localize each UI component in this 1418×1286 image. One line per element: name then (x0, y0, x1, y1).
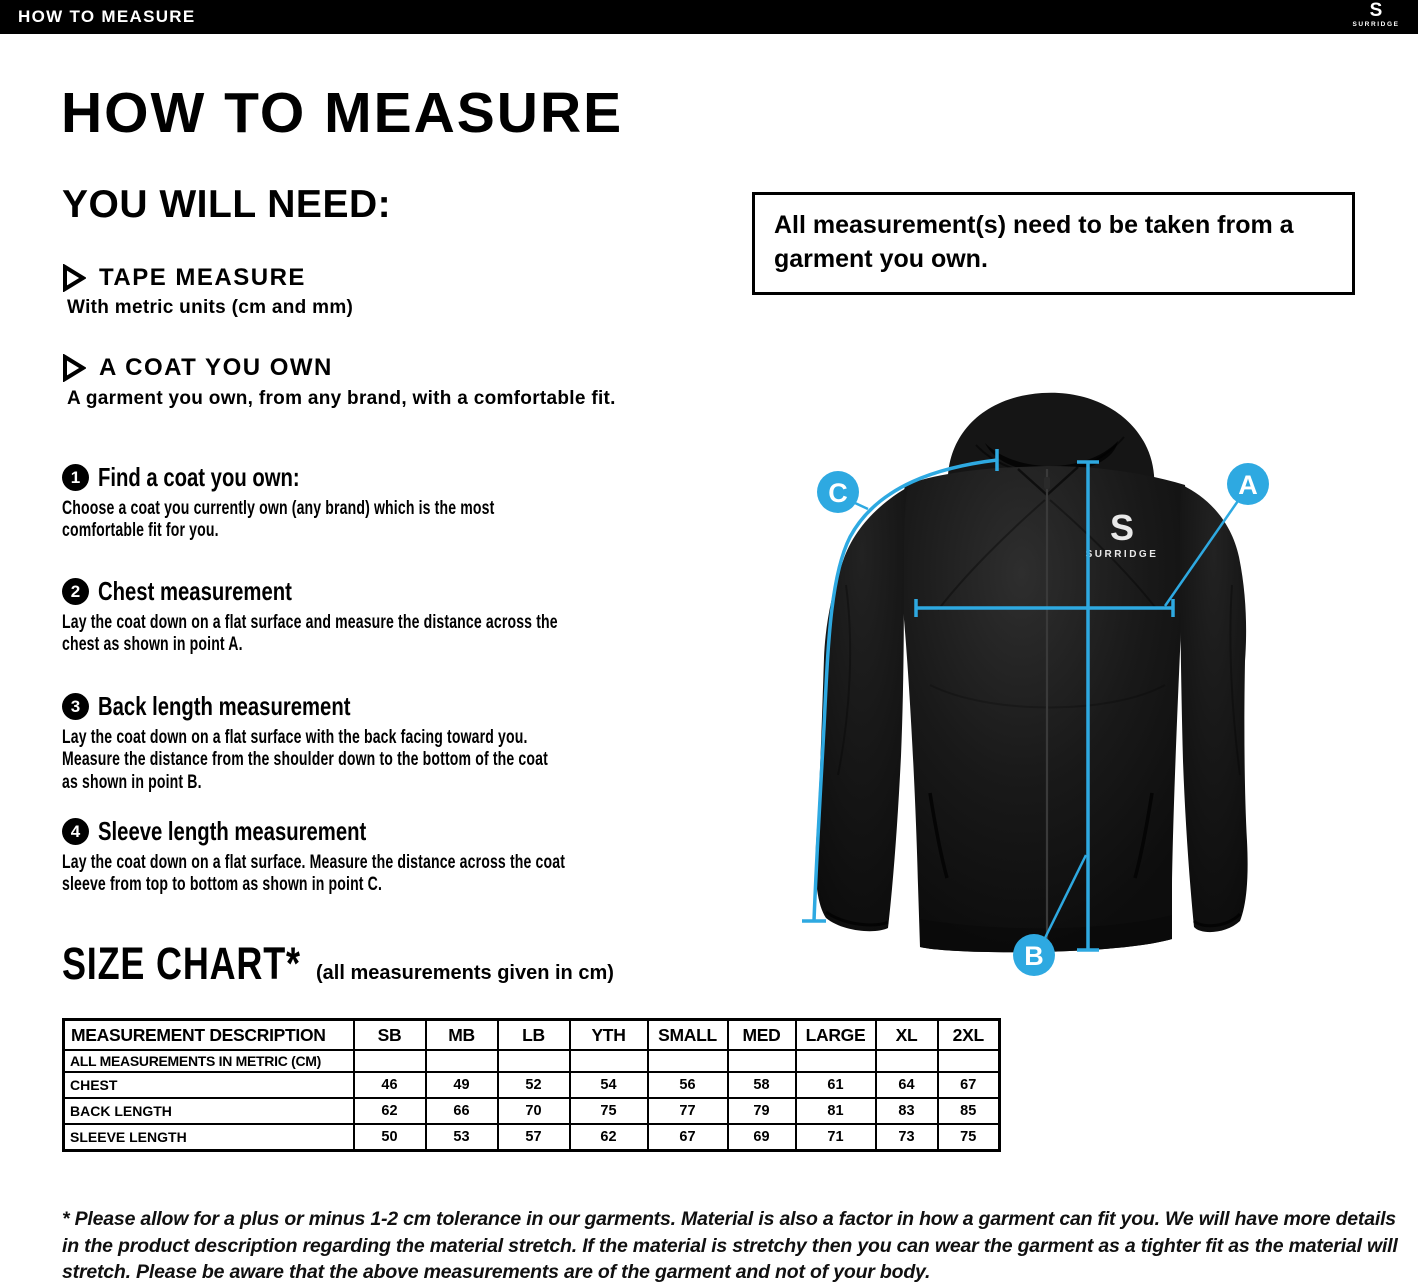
surridge-wordmark: SURRIDGE (1085, 549, 1159, 560)
size-value-cell: 50 (354, 1124, 426, 1151)
size-value-cell: 77 (648, 1098, 728, 1124)
you-will-need-heading: YOU WILL NEED: (62, 183, 392, 226)
step-1-header (62, 462, 357, 493)
triangle-bullet-icon (62, 264, 86, 292)
need-item-label: TAPE MEASURE (99, 264, 306, 291)
column-header: SMALL (648, 1020, 728, 1051)
size-value-cell: 75 (938, 1124, 1000, 1151)
size-value-cell (796, 1050, 876, 1072)
step-2-number-badge: 2 (62, 578, 89, 605)
step-3-header (62, 691, 422, 722)
step-1-number-badge: 1 (62, 464, 89, 491)
step-3-body: Lay the coat down on a flat surface with the back facing toward you. Measure the distance from the shoulder down to the bottom of the coat as shown in point B. (62, 727, 548, 793)
tolerance-footnote: * Please allow for a plus or minus 1-2 cm tolerance in our garments. Material is also a factor in how a garment can fit you. We will have more details in the product description regarding the material stretch. If the material is stretchy then you can wear the garment as a tighter fit as the material will stretch. Please be aware that the above measurements are of the garment and not of your body. (62, 1208, 1398, 1283)
size-value-cell: 70 (498, 1098, 570, 1124)
size-value-cell: 79 (728, 1098, 796, 1124)
column-header: YTH (570, 1020, 648, 1051)
step-4-title: Sleeve length measurement (98, 816, 367, 846)
size-value-cell (876, 1050, 938, 1072)
marker-b-label: B (1024, 941, 1044, 971)
step-4-header (62, 816, 442, 847)
marker-c-label: C (828, 478, 848, 508)
size-value-cell: 75 (570, 1098, 648, 1124)
need-item-label: A COAT YOU OWN (99, 354, 333, 381)
marker-a-label: A (1238, 470, 1258, 500)
surridge-s-icon: S (1369, 0, 1383, 21)
step-2-body: Lay the coat down on a flat surface and measure the distance across the chest as shown in point A. (62, 612, 558, 656)
row-label: BACK LENGTH (64, 1098, 354, 1124)
size-value-cell: 58 (728, 1072, 796, 1098)
size-value-cell: 62 (354, 1098, 426, 1124)
size-chart-heading: SIZE CHART* (62, 938, 301, 989)
column-header: MEASUREMENT DESCRIPTION (64, 1020, 354, 1051)
size-value-cell: 81 (796, 1098, 876, 1124)
column-header: LARGE (796, 1020, 876, 1051)
table-row (64, 1098, 1000, 1124)
column-header: SB (354, 1020, 426, 1051)
size-value-cell: 83 (876, 1098, 938, 1124)
top-bar (0, 0, 1418, 34)
table-row (64, 1124, 1000, 1151)
step-4-number-badge: 4 (62, 818, 89, 845)
need-item-coat (62, 354, 333, 382)
size-value-cell: 57 (498, 1124, 570, 1151)
size-value-cell: 69 (728, 1124, 796, 1151)
size-value-cell: 71 (796, 1124, 876, 1151)
size-value-cell: 85 (938, 1098, 1000, 1124)
size-value-cell (570, 1050, 648, 1072)
size-value-cell: 46 (354, 1072, 426, 1098)
step-2-header (62, 576, 347, 607)
column-header: MB (426, 1020, 498, 1051)
size-value-cell: 66 (426, 1098, 498, 1124)
column-header: 2XL (938, 1020, 1000, 1051)
size-chart-subheading: (all measurements given in cm) (316, 962, 614, 984)
column-header: MED (728, 1020, 796, 1051)
need-item-description: A garment you own, from any brand, with a comfortable fit. (67, 388, 616, 409)
size-value-cell (354, 1050, 426, 1072)
size-chart-header (64, 1020, 1000, 1051)
need-item-description: With metric units (cm and mm) (67, 297, 354, 318)
size-value-cell: 61 (796, 1072, 876, 1098)
size-value-cell (426, 1050, 498, 1072)
size-value-cell: 52 (498, 1072, 570, 1098)
need-item-tape-measure (62, 264, 306, 292)
column-header: XL (876, 1020, 938, 1051)
surridge-logo (1346, 1, 1406, 29)
step-1-body: Choose a coat you currently own (any brand) which is the most comfortable fit for you. (62, 498, 495, 542)
size-value-cell (728, 1050, 796, 1072)
topbar-title: HOW TO MEASURE (18, 7, 196, 26)
size-value-cell (938, 1050, 1000, 1072)
column-header: LB (498, 1020, 570, 1051)
size-value-cell: 49 (426, 1072, 498, 1098)
surridge-wordmark: SURRIDGE (1352, 21, 1400, 28)
table-row (64, 1072, 1000, 1098)
jacket-body (901, 466, 1189, 952)
size-value-cell: 54 (570, 1072, 648, 1098)
size-value-cell (498, 1050, 570, 1072)
size-value-cell: 64 (876, 1072, 938, 1098)
size-value-cell: 67 (648, 1124, 728, 1151)
row-label: ALL MEASUREMENTS IN METRIC (CM) (64, 1050, 354, 1072)
jacket-diagram (780, 385, 1418, 1020)
size-value-cell: 62 (570, 1124, 648, 1151)
step-4-body: Lay the coat down on a flat surface. Measure the distance across the coat sleeve from top to bottom as shown in point C. (62, 852, 566, 896)
size-value-cell: 56 (648, 1072, 728, 1098)
row-label: SLEEVE LENGTH (64, 1124, 354, 1151)
size-value-cell: 67 (938, 1072, 1000, 1098)
jacket-illustration (780, 385, 1418, 1020)
size-value-cell (648, 1050, 728, 1072)
measurement-note-box: All measurement(s) need to be taken from a garment you own. (752, 192, 1355, 295)
size-value-cell: 73 (876, 1124, 938, 1151)
size-chart-body (64, 1050, 1000, 1151)
table-row (64, 1050, 1000, 1072)
size-value-cell: 53 (426, 1124, 498, 1151)
triangle-bullet-icon (62, 354, 86, 382)
step-1-title: Find a coat you own: (98, 462, 300, 492)
step-3-title: Back length measurement (98, 691, 351, 721)
surridge-s-icon: S (1109, 507, 1135, 548)
step-3-number-badge: 3 (62, 693, 89, 720)
size-chart-table (62, 1018, 1001, 1152)
page-title: HOW TO MEASURE (61, 81, 624, 145)
row-label: CHEST (64, 1072, 354, 1098)
step-2-title: Chest measurement (98, 576, 292, 606)
